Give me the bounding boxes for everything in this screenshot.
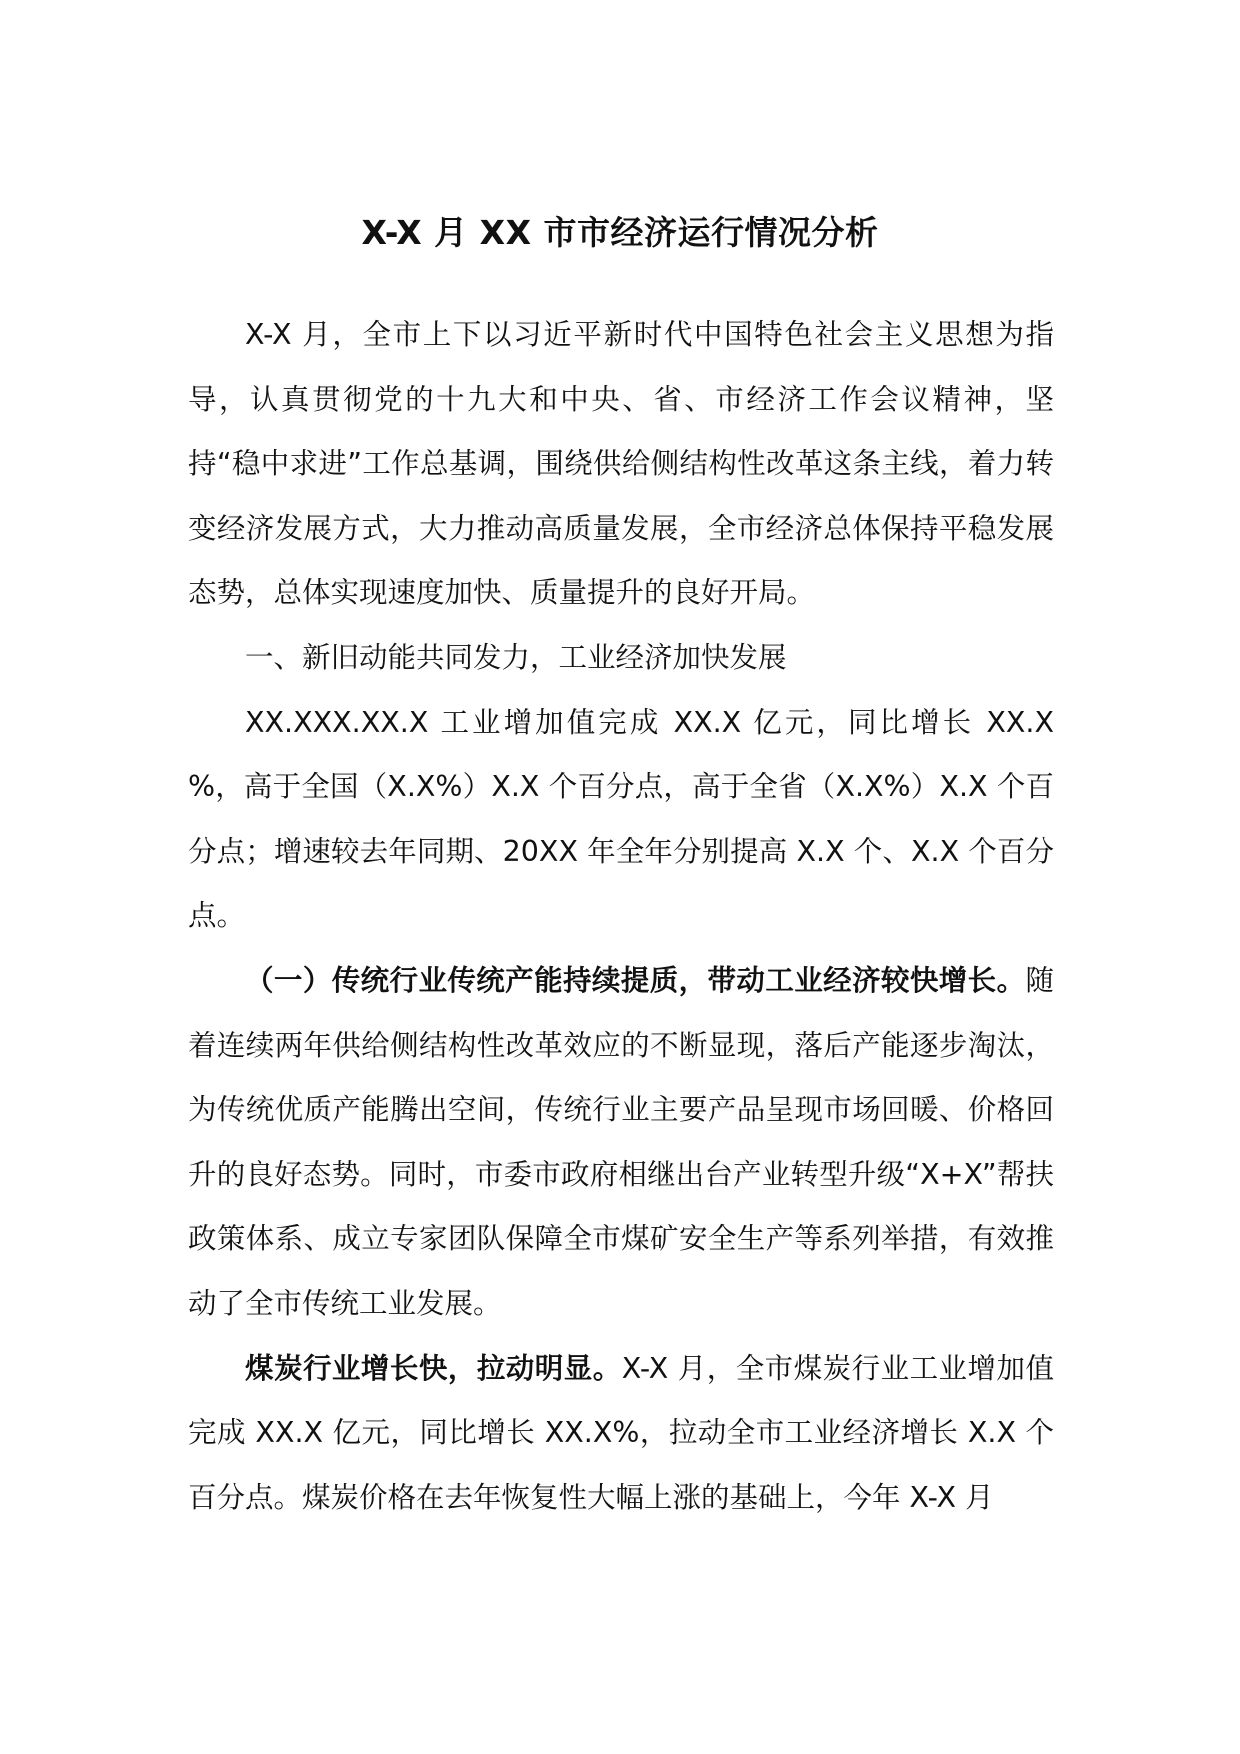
- paragraph-intro-text: X-X 月，全市上下以习近平新时代中国特色社会主义思想为指导，认真贯彻党的十九大和中央、省、市经济工作会议精神，坚持“稳中求进”工作总基调，围绕供给侧结构性改革这条主线，着力转变经济发展方式，大力推动高质量发展，全市经济总体保持平稳发展态势，总体实现速度加快、质量提升的良好开局。: [188, 318, 1054, 610]
- subheading-traditional-industry: （一）传统行业传统产能持续提质，带动工业经济较快增长。: [245, 963, 1026, 997]
- paragraph-coal-industry: [188, 1337, 1054, 1531]
- paragraph-coal-industry-text: X-X 月，全市煤炭行业工业增加值完成 XX.X 亿元，同比增长 XX.X%，拉动全市工业经济增长 X.X 个百分点。煤炭价格在去年恢复性大幅上涨的基础上，今年 X-X 月: [188, 1351, 1054, 1514]
- paragraph-traditional-industry: [188, 949, 1054, 1337]
- paragraph-traditional-industry-text: 随着连续两年供给侧结构性改革效应的不断显现，落后产能逐步淘汰，为传统优质产能腾出空间，传统行业主要产品呈现市场回暖、价格回升的良好态势。同时，市委市政府相继出台产业转型升级“X+X”帮扶政策体系、成立专家团队保障全市煤矿安全生产等系列举措，有效推动了全市传统工业发展。: [188, 963, 1054, 1320]
- paragraph-industrial-value: [188, 691, 1054, 949]
- subheading-coal-industry: 煤炭行业增长快，拉动明显。: [245, 1351, 622, 1385]
- document-body: [188, 303, 1054, 1530]
- paragraph-intro: [188, 303, 1054, 626]
- section-heading: [188, 626, 1054, 691]
- paragraph-industrial-value-text: XX.XXX.XX.X 工业增加值完成 XX.X 亿元，同比增长 XX.X %，高于全国（X.X%）X.X 个百分点，高于全省（X.X%）X.X 个百分点；增速较去年同期、20XX 年全年分别提高 X.X 个、X.X 个百分点。: [188, 705, 1054, 933]
- section-heading-text: 一、新旧动能共同发力，工业经济加快发展: [245, 640, 787, 674]
- document-title: X-X 月 XX 市市经济运行情况分析: [361, 213, 879, 252]
